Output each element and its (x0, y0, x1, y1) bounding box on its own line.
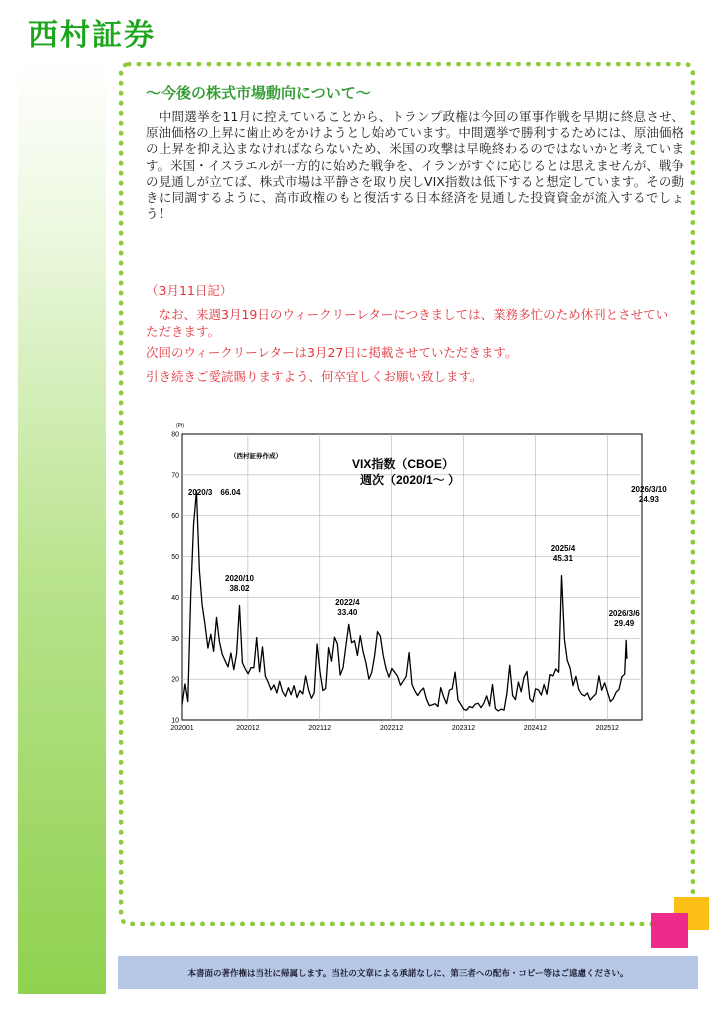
chart-subtitle: 週次（2020/1～ ） (359, 473, 461, 487)
notice-closing: 引き続きご愛読賜りますよう、何卒宜しくお願い致します。 (146, 369, 483, 384)
annotation-value: 33.40 (337, 608, 358, 617)
y-tick-label: 30 (171, 635, 179, 643)
decorative-pink-square (651, 913, 688, 948)
annotation-date: 2026/3/10 (631, 485, 667, 494)
chart-title: VIX指数（CBOE） (351, 457, 455, 471)
article-body: 中間選挙を11月に控えていることから、トランプ政権は今回の軍事作戦を早期に終息させ、原油価格の上昇に歯止めをかけようとし始めています。中間選挙で勝利するためには、原油価格の上昇を抑え込まなければならないため、米国の攻撃は早晩終わるのではないかと考えています。米国・イスラエルが一方的に始めた戦争を、イランがすぐに応じるとは思えませんが、戦争の見通しが立てば、株式市場は平静さを取り戻しVIX指数は低下すると想定しています。その動きに同調するように、高市政権のもと復活する日本経済を見通した投資資金が流入するでしょう！ (146, 109, 684, 222)
x-tick-label: 202312 (451, 725, 476, 732)
decorative-side-bar (18, 58, 106, 994)
y-axis-label: (Pt) (176, 423, 185, 429)
x-tick-label: 202001 (170, 725, 194, 732)
annotation-date: 2025/4 (550, 544, 576, 553)
annotation-value: 45.31 (552, 554, 573, 563)
notice-next-issue: 次回のウィークリーレターは3月27日に掲載させていただきます。 (146, 345, 518, 360)
copyright-notice: 本書面の著作権は当社に帰属します。当社の文章による承諾なしに、第三者への配布・コピー等はご遠慮ください。 (187, 968, 629, 979)
article-heading: ～今後の株式市場動向について～ (146, 84, 371, 102)
date-note: （3月11日記） (146, 283, 233, 298)
annotation-value: 38.02 (229, 584, 250, 593)
x-tick-label: 202512 (595, 725, 619, 732)
y-tick-label: 20 (171, 676, 179, 684)
annotation-value: 24.93 (638, 495, 659, 504)
y-tick-label: 80 (171, 431, 179, 439)
x-tick-label: 202212 (379, 725, 404, 732)
brand-logo: 西村証券 (28, 18, 156, 53)
y-tick-label: 10 (171, 717, 179, 725)
x-tick-label: 202012 (236, 725, 260, 732)
annotation-date: 2020/10 (225, 574, 254, 583)
annotation-value: 29.49 (614, 619, 635, 628)
annotation-date: 2020/3 (187, 488, 213, 497)
footer-bar (118, 956, 698, 989)
y-tick-label: 60 (171, 513, 179, 521)
y-tick-label: 50 (171, 554, 179, 562)
annotation-value: 66.04 (220, 488, 241, 497)
annotation-date: 2022/4 (335, 598, 360, 607)
y-tick-label: 40 (171, 594, 179, 602)
annotation-date: 2026/3/6 (608, 609, 640, 618)
y-tick-label: 70 (171, 472, 179, 480)
x-tick-label: 202412 (523, 725, 548, 732)
x-tick-label: 202112 (308, 725, 332, 732)
vix-chart-svg (160, 418, 667, 740)
notice-suspension: なお、来週3月19日のウィークリーレターにつきましては、業務多忙のため休刊とさせていただきます。 (146, 307, 669, 339)
vix-chart (160, 418, 667, 740)
source-note: （西村証券作成） (230, 453, 282, 460)
